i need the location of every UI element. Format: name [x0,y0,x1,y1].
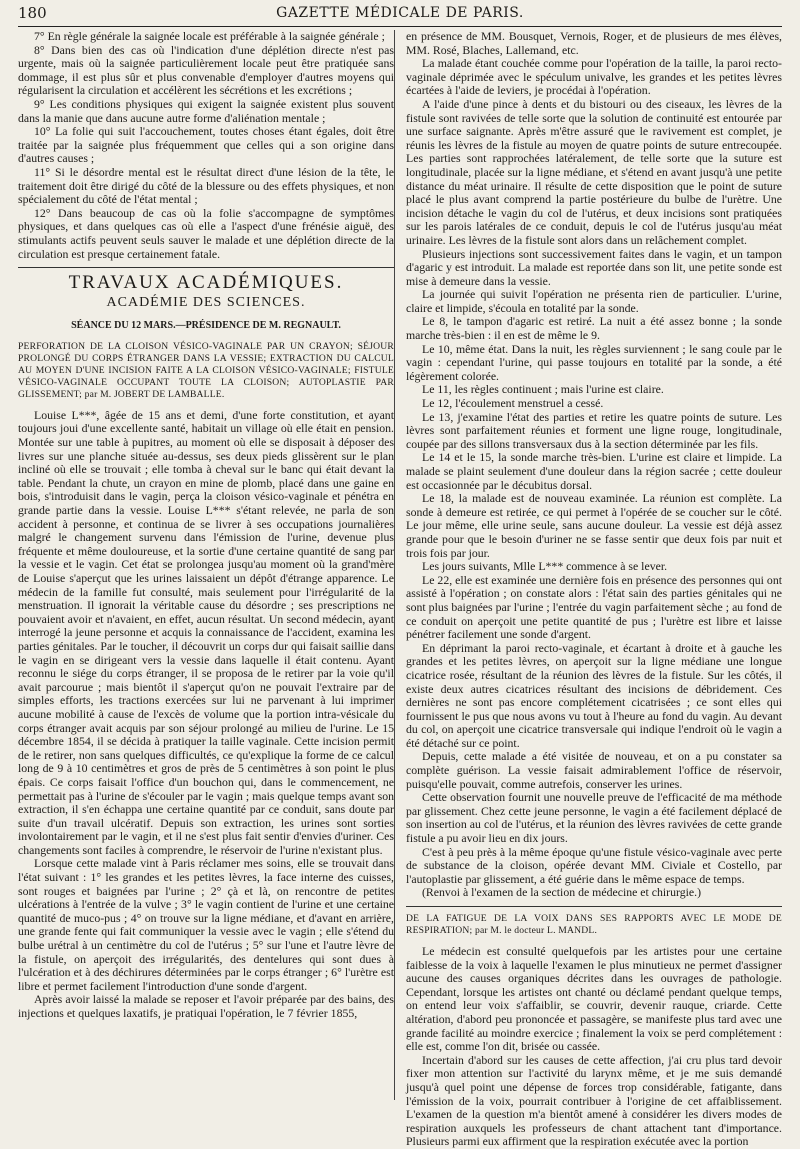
paragraph: Le 12, l'écoulement menstruel a cessé. [422,396,604,411]
article-heading: DE LA FATIGUE DE LA VOIX DANS SES RAPPORTS AVEC LE MODE DE RESPIRATION; par M. le docteur L. MANDL. [406,913,782,936]
paragraph: Les jours suivants, Mlle L*** commence à se lever. [422,559,668,574]
page-header [18,4,782,27]
paragraph: Depuis, cette malade a été visitée de nouveau, et on a pu constater sa complète guérison. La vessie faisait admirablement l'office de réservoir, puisqu'elle pouvait, comme autrefois, conserver les urines. [406,749,782,791]
paragraph: 9° Les conditions physiques qui exigent la saignée existent plus souvent dans la manie que dans aucune autre forme d'aliénation mentale ; [18,96,394,125]
session-line: SÉANCE DU 12 MARS.—PRÉSIDENCE DE M. REGNAULT. [71,320,341,332]
paragraph: A l'aide d'une pince à dents et du bistouri ou des ciseaux, les lèvres de la fistule sont ravivées de telle sorte que la solution de continuité est entourée par une surface saignante. Après m'être assuré que le ravivement est complet, je réunis les lèvres de la fistule au moyen de quatre points de suture entrecoupée. Les parties sont rapprochées latéralement, de telle sorte que la suture est longitudinale, placée sur la ligne médiane, et s'étend en avant jusqu'à une petite distance du méat urinaire. Il résulte de cette disposition que le point de suture placé le plus avant comprend la partie postérieure du bulbe de l'urètre. Une incision détache le vagin du col de l'utérus, et deux incisions sont pratiquées sur les parois latérales de ce conduit, depuis le col de l'utérus jusqu'au méat urinaire. Les lèvres de la fistule sont alors dans un relâchement complet. [406,96,782,247]
article-heading: PERFORATION DE LA CLOISON VÉSICO-VAGINALE PAR UN CRAYON; SÉJOUR PROLONGÉ DU CORPS ÉTRANGER DANS LA VESSIE; EXTRACTION DU CALCUL AU MOYEN D'UNE INCISION FAITE A LA CLOISON VÉSICO-VAGINALE; FISTULE VÉSICO-VAGINALE OCCUPANT TOUTE LA CLOISON; AUTOPLASTIE PAR GLISSEMENT; par M. JOBERT DE LAMBALLE. [18,340,394,400]
paragraph: Cette observation fournit une nouvelle preuve de l'efficacité de ma méthode par glissement. Chez cette jeune personne, le vagin a été facilement déplacé de son insertion au col de l'utérus, et la réunion des lèvres ravivées de cette grande fistule a pu avoir lieu en dix jours. [406,790,782,846]
paragraph: Incertain d'abord sur les causes de cette affection, j'ai cru plus tard devoir fixer mon attention sur l'activité du larynx même, et je me suis demandé jusqu'à quel point une dépense de forces trop considérable, fatigante, dans l'émission de la voix, pourrait contribuer à l'origine de cet affaiblissement. L'examen de la question m'a bientôt amené à considérer les divers modes de respiration auxquels les professeurs de chant attachent tant d'importance. Plusieurs parmi eux affirment que la respiration exécutée avec la portion [406,1052,782,1149]
paragraph: Le 22, elle est examinée une dernière fois en présence des personnes qui ont assisté à l'opération ; on constate alors : l'état sain des parties génitales qui ne sont plus baignées par l'urine ; l'entrée du vagin parfaitement sèche ; au fond de ce conduit on aperçoit une petite quantité de pus ; l'urètre est libre et laisse pénétrer facilement une sonde d'argent. [406,572,782,642]
left-column [18,30,394,1021]
paragraph: 12° Dans beaucoup de cas où la folie s'accompagne de symptômes physiques, et dans quelques cas où elle a l'aspect d'une frénésie aiguë, des stimulants actifs peuvent seuls sauver le malade et une déplétion directe de la circulation est presque certainement fatale. [18,205,394,261]
paragraph: Le médecin est consulté quelquefois par les artistes pour une certaine faiblesse de la voix à laquelle l'examen le plus minutieux ne permet d'assigner aucune des causes organiques décrites dans les ouvrages de pathologie. Cependant, lorsque les artistes ont chanté ou déclamé pendant quelque temps, on entend leur voix s'affaiblir, se couvrir, devenir rauque, criarde. Cette altération, d'abord peu prononcée et passagère, se manifeste plus tard avec une grande facilité au moindre exercice ; finalement la voix se perd complétement : elle est, comme l'on dit, brisée ou cassée. [406,944,782,1054]
paragraph: Le 10, même état. Dans la nuit, les règles surviennent ; le sang coule par le vagin : cependant l'urine, qui passe toujours en totalité par la sonde, a été légèrement colorée. [406,341,782,383]
right-column [406,30,782,1149]
journal-title: GAZETTE MÉDICALE DE PARIS. [276,5,524,21]
paragraph: Le 14 et le 15, la sonde marche très-bien. L'urine est claire et limpide. La malade se plaint seulement d'une douleur dans la région sacrée ; cette douleur est occasionnée par le décubitus dorsal. [406,450,782,492]
subsection-title: ACADÉMIE DES SCIENCES. [106,294,306,310]
paragraph: Le 13, j'examine l'état des parties et retire les quatre points de suture. Les lèvres sont parfaitement réunies et forment une ligne rouge, longitudinale, coupée par des sillons transversaux dus à la section déterminée par les fils. [406,409,782,451]
paragraph: La journée qui suivit l'opération ne présenta rien de particulier. L'urine, claire et limpide, s'écoula en totalité par la sonde. [406,287,782,315]
paragraph: 7° En règle générale la saignée locale est préférable à la saignée générale ; [34,29,385,43]
paragraph: en présence de MM. Bousquet, Vernois, Roger, et de plusieurs de mes élèves, MM. Rosé, Blaches, Lallemand, etc. [406,29,782,57]
paragraph: En déprimant la paroi recto-vaginale, et écartant à droite et à gauche les grandes et les petites lèvres, on aperçoit sur la ligne médiane une longue cicatrice rosée, résultant de la réunion des lèvres de la fistule. Sur les côtés, il existe deux autres cicatrices résultant des incisions de débridement. Ces dernières ne sont pas encore complétement cicatrisées ; ce sont elles qui fournissent le pus que nous avons vu tout à l'heure au fond du vagin. Au devant du col, on aperçoit une cicatrice transversale qui indique l'endroit où le vagin a été détaché sur ce point. [406,640,782,750]
paragraph: 10° La folie qui suit l'accouchement, toutes choses étant égales, doit être traitée par la saignée plus fréquemment que celles qui a son origine dans d'autres causes ; [18,124,394,166]
page-number: 180 [18,4,47,22]
paragraph: (Renvoi à l'examen de la section de médecine et chirurgie.) [422,885,702,900]
section-title: TRAVAUX ACADÉMIQUES. [68,272,344,294]
paragraph: Louise L***, âgée de 15 ans et demi, d'une forte constitution, et ayant toujours joui d'une excellente santé, habitait un village où elle était en pension. Montée sur une table à pupitres, au moment où elle se disposait à déposer des livres sur une planche située au-dessus, ses deux pieds glissèrent sur le plan incliné où elle se trouvait ; elle tomba à cheval sur le banc qui était devant la table. Pendant la chute, un crayon en mine de plomb, placé dans une gaine en bois, s'introduisit dans le vagin, perça la cloison vésico-vaginale et pénétra en grande partie dans la vessie. Louise L*** s'étant relevée, ne parla de son accident à personne, et continua de se livrer à ses occupations journalières malgré le changement survenu dans l'émission de l'urine, devenue plus fréquente et même douloureuse, et la sortie d'une certaine quantité de sang par la vessie et le vagin. Cet état se prolongea jusqu'au moment où la grand'mère de Louise s'aperçut que les urines laissaient un dépôt d'étrange apparence. Le médecin de la famille fut consulté, mais seulement pour l'irrégularité de la menstruation. Il ignorait la véritable cause du désordre ; ses prescriptions ne pouvaient avoir et n'avaient, en effet, aucun résultat. Un second médecin, ayant interrogé la jeune personne et acquis la connaissance de l'accident, examina les parties génitales. Par le toucher, il découvrit un corps dur qui faisait saillie dans le vagin en se dirigeant vers la vessie dans laquelle il était contenu. Ayant reconnu le siége du corps étranger, il se proposa de le retirer par la voie qu'il avait parcourue ; mais bientôt il s'aperçut qu'on ne pouvait l'extraire par de simples efforts, les tractions exercées sur lui ne parvenant à lui imprimer aucune mobilité à cause de l'excès de volume que la portion intra-vésicale du corps étranger avait acquis par son séjour prolongé au milieu de l'urine. Le 15 décembre 1854, il se décida à pratiquer la taille vaginale. Cette incision permit de le retirer, non sans quelques difficultés, ce qu'explique la forme de ce calcul long de 9 à 10 centimètres et gros de près de 5 centimètres à son point le plus épais. Ce corps faisait l'office d'un bouchon qui, dans le commencement, ne permettait pas à l'urine de s'écouler par le vagin ; mais quelque temps avant son extraction, il s'en échappa une certaine quantité par ce conduit, sans doute par suite d'un travail ulcératif. Depuis son extraction, les urines sont sorties involontairement par le vagin, et il ne s'est plus fait sentir d'envies d'uriner. Ces changements sont faciles à comprendre, le réservoir de l'urine n'existant plus. [18,407,394,857]
paragraph: 11° Si le désordre mental est le résultat direct d'une lésion de la tête, le traitement doit être dirigé du côté de la blessure ou des effets physiques, et non spécialement du côté de l'état mental ; [18,164,394,207]
paragraph: Le 11, les règles continuent ; mais l'urine est claire. [422,382,664,397]
column-divider [394,30,395,1100]
paragraph: La malade étant couchée comme pour l'opération de la taille, la paroi recto-vaginale déprimée avec le spéculum univalve, les grandes et les petites lèvres écartées à l'aide de leviers, je procédai à l'opération. [406,56,782,98]
paragraph: Le 18, la malade est de nouveau examinée. La réunion est complète. La sonde à demeure est retirée, ce qui permet à l'opérée de se coucher sur le côté. Le jour même, elle urine seule, sans aucune douleur. La vessie est déjà assez grande pour que le besoin d'uriner ne se fasse sentir que deux fois par nuit et trois fois par jour. [406,491,782,560]
paragraph: Le 8, le tampon d'agaric est retiré. La nuit a été assez bonne ; la sonde marche très-bien : il en est de même le 9. [406,314,782,343]
paragraph: 8° Dans bien des cas où l'indication d'une déplétion directe n'est pas urgente, mais où la saignée particulièrement locale peut être pratiquée sans dommage, il est plus sûr et plus convenable d'employer d'autres moyens qui régularisent la circulation et accélèrent les sécrétions et les excrétions ; [18,42,394,98]
section-rule [18,267,394,268]
paragraph: Plusieurs injections sont successivement faites dans le vagin, et un tampon d'agaric y est introduit. La malade est reportée dans son lit, une petite sonde est mise à demeure dans la vessie. [406,246,782,288]
paragraph: Lorsque cette malade vint à Paris réclamer mes soins, elle se trouvait dans l'état suivant : 1° les grandes et les petites lèvres, la face interne des cuisses, sont rouges et baignées par l'urine ; 2° çà et là, on rencontre de petites ulcérations à l'entrée de la vulve ; 3° le vagin contient de l'urine et une certaine quantité de muco-pus ; 4° on trouve sur la ligne médiane, et d'avant en arrière, une grande fente qui fait communiquer la vessie avec le vagin ; elle s'étend du bulbe urétral à un centimètre du col de l'utérus ; 5° sur l'une et l'autre lèvre de la fistule, on aperçoit des irrégularités, des dentelures qui sont dues à l'ulcération et à des déchirures déterminées par le corps étranger ; 6° l'urètre est libre et permet facilement l'introduction d'une sonde d'argent. [18,856,394,993]
article-rule [406,906,782,907]
paragraph: C'est à peu près à la même époque qu'une fistule vésico-vaginale avec perte de substance de la cloison, opérée devant MM. Civiale et Costello, par l'autoplastie par glissement, a été guérie dans le même espace de temps. [406,844,782,886]
paragraph: Après avoir laissé la malade se reposer et l'avoir préparée par des bains, des injections et quelques laxatifs, je pratiquai l'opération, le 7 février 1855, [18,992,394,1020]
